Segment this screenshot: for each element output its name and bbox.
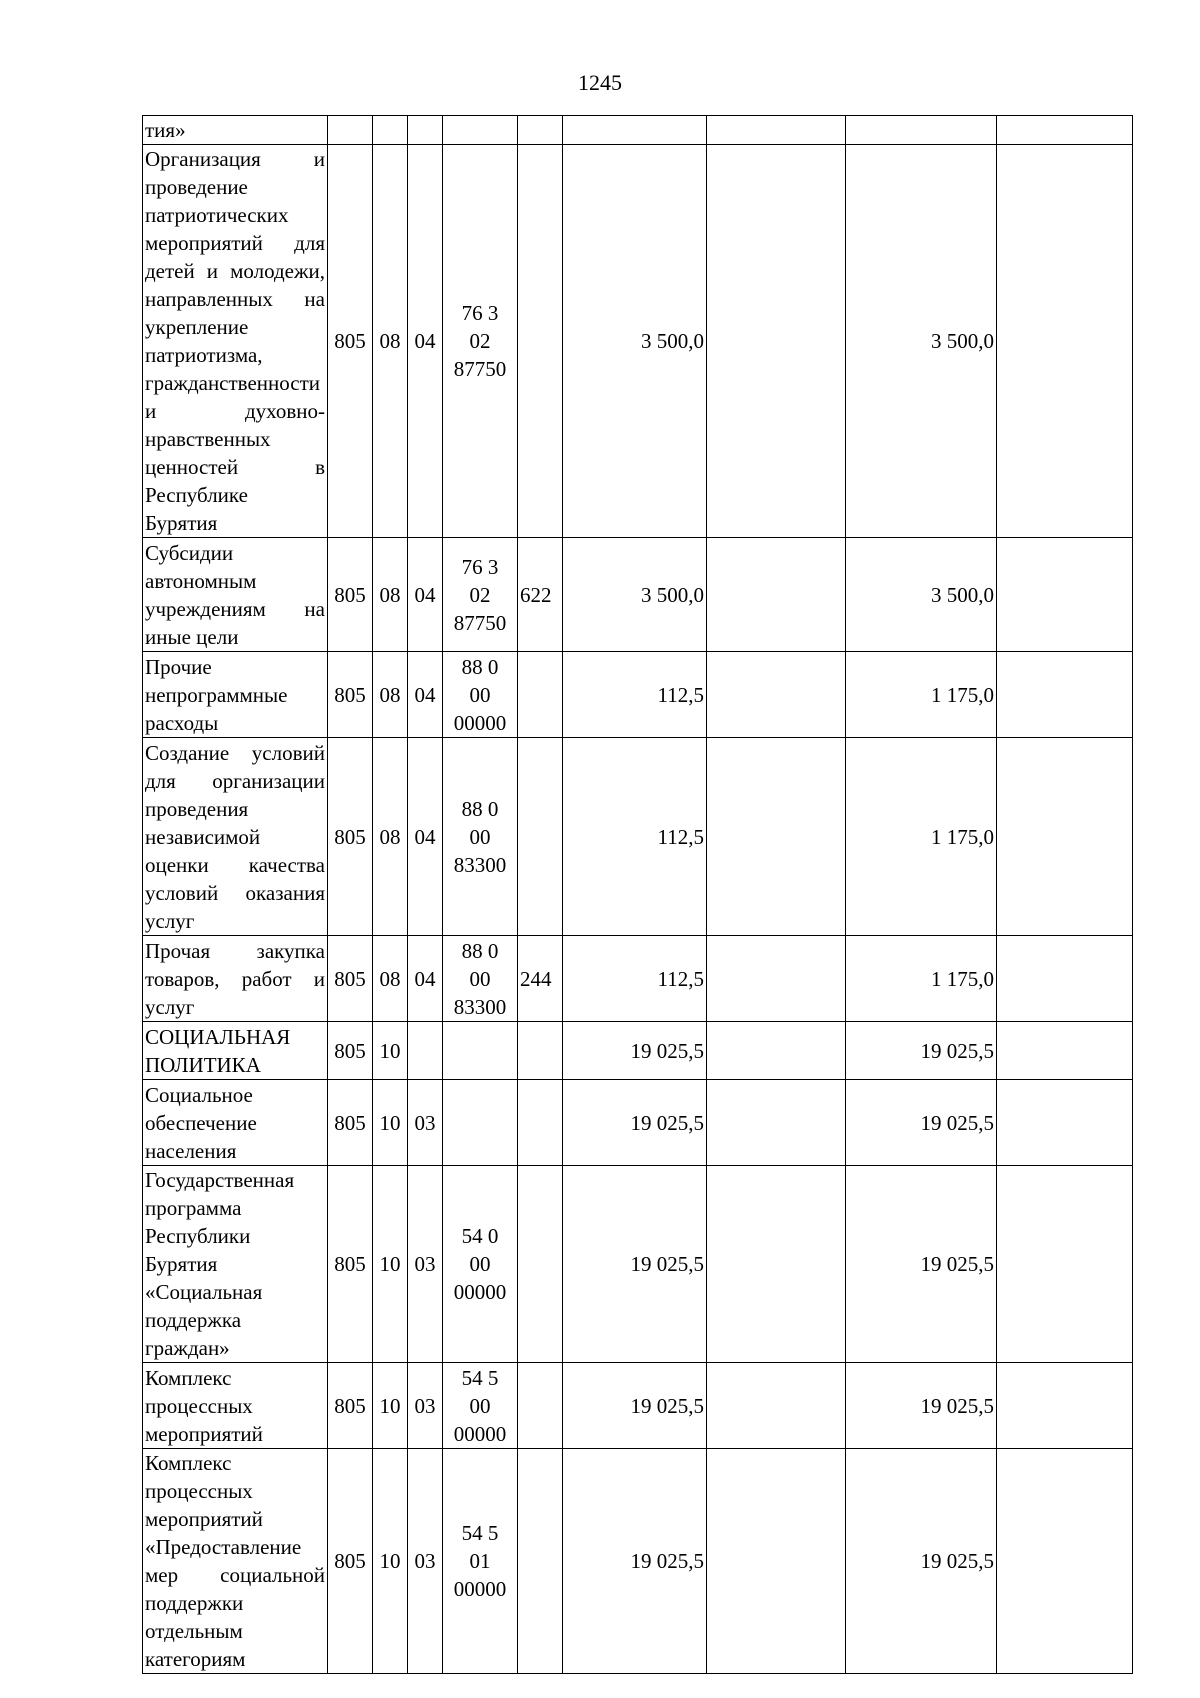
section-code-cell: 08 xyxy=(373,936,408,1022)
target-article-part: 54 5 xyxy=(461,1521,499,1545)
expense-type-cell: 244 xyxy=(518,936,563,1022)
row-name-cell: Создание условий для организации проведения независимой оценки качества условий оказания услуг xyxy=(143,738,328,936)
amount-change-cell xyxy=(707,1166,846,1363)
section-code-cell: 08 xyxy=(373,145,408,538)
table-row xyxy=(143,936,1133,1022)
subsection-code-cell: 03 xyxy=(408,1080,443,1166)
amount-change-cell xyxy=(997,1022,1133,1080)
row-name-cell: Прочие непрограммные расходы xyxy=(143,652,328,738)
target-article-cell xyxy=(443,1363,518,1449)
target-article-cell xyxy=(443,1166,518,1363)
target-article-cell xyxy=(443,1449,518,1674)
target-article-part: 54 0 xyxy=(461,1224,499,1248)
target-article-part: 83300 xyxy=(453,852,507,877)
target-article-part: 01 xyxy=(469,1549,491,1573)
amount-cell: 19 025,5 xyxy=(846,1166,997,1363)
amount-cell: 3 500,0 xyxy=(846,145,997,538)
amount-cell: 19 025,5 xyxy=(563,1080,707,1166)
table-row xyxy=(143,738,1133,936)
section-code-cell xyxy=(373,116,408,145)
amount-change-cell xyxy=(707,1022,846,1080)
amount-cell: 19 025,5 xyxy=(846,1363,997,1449)
row-name-cell: Комплекс процессных мероприятий «Предоставление мер социальной поддержки отдельным категориям xyxy=(143,1449,328,1674)
amount-cell: 112,5 xyxy=(563,652,707,738)
row-name-cell: СОЦИАЛЬНАЯ ПОЛИТИКА xyxy=(143,1022,328,1080)
subsection-code-cell: 04 xyxy=(408,145,443,538)
target-article-part: 88 0 xyxy=(461,938,499,963)
target-article-part: 00 xyxy=(469,682,491,707)
page-number: 1245 xyxy=(578,70,622,95)
target-article-part: 88 0 xyxy=(461,654,499,679)
row-name-cell: Организация и проведение патриотических мероприятий для детей и молодежи, направленных на укрепление патриотизма, гражданственности и духовно-нравственных ценностей в Республике Бурятия xyxy=(143,145,328,538)
target-article-cell xyxy=(443,652,518,738)
table-row xyxy=(143,1166,1133,1363)
section-code-cell: 10 xyxy=(373,1080,408,1166)
target-article-cell xyxy=(443,538,518,652)
table-row xyxy=(143,1449,1133,1674)
table-row xyxy=(143,1363,1133,1449)
target-article-part: 00000 xyxy=(453,710,507,735)
amount-cell: 112,5 xyxy=(563,738,707,936)
amount-change-cell xyxy=(707,538,846,652)
amount-cell: 19 025,5 xyxy=(846,1449,997,1674)
section-code-cell: 08 xyxy=(373,538,408,652)
expense-type-cell xyxy=(518,652,563,738)
target-article-cell xyxy=(443,1022,518,1080)
amount-cell: 112,5 xyxy=(563,936,707,1022)
target-article-part: 87750 xyxy=(453,357,507,381)
target-article-cell xyxy=(443,738,518,936)
target-article-part: 76 3 xyxy=(461,554,499,579)
target-article-cell xyxy=(443,145,518,538)
subsection-code-cell xyxy=(408,116,443,145)
amount-change-cell xyxy=(997,652,1133,738)
target-article-part: 00000 xyxy=(453,1421,507,1446)
target-article-cell xyxy=(443,1080,518,1166)
row-name-cell: Прочая закупка товаров, работ и услуг xyxy=(143,936,328,1022)
table-row xyxy=(143,1080,1133,1166)
target-article-part: 83300 xyxy=(453,994,507,1019)
ved-code-cell: 805 xyxy=(328,538,373,652)
target-article-part: 02 xyxy=(469,582,491,607)
target-article-part: 00 xyxy=(469,966,491,991)
section-code-cell: 08 xyxy=(373,738,408,936)
amount-cell: 19 025,5 xyxy=(846,1022,997,1080)
amount-cell: 1 175,0 xyxy=(846,652,997,738)
target-article-part: 54 5 xyxy=(461,1365,499,1390)
amount-cell: 1 175,0 xyxy=(846,936,997,1022)
row-name-cell: тия» xyxy=(143,116,328,145)
amount-cell: 3 500,0 xyxy=(563,145,707,538)
section-code-cell: 10 xyxy=(373,1449,408,1674)
target-article-cell xyxy=(443,116,518,145)
ved-code-cell: 805 xyxy=(328,738,373,936)
amount-change-cell xyxy=(997,1449,1133,1674)
target-article-part: 00 xyxy=(469,824,491,849)
amount-cell: 3 500,0 xyxy=(846,538,997,652)
amount-change-cell xyxy=(997,738,1133,936)
subsection-code-cell xyxy=(408,1022,443,1080)
target-article-part: 00 xyxy=(469,1252,491,1276)
amount-change-cell xyxy=(997,1166,1133,1363)
subsection-code-cell: 03 xyxy=(408,1363,443,1449)
subsection-code-cell: 04 xyxy=(408,652,443,738)
amount-cell: 1 175,0 xyxy=(846,738,997,936)
ved-code-cell xyxy=(328,116,373,145)
budget-table xyxy=(142,115,1133,1674)
expense-type-cell: 622 xyxy=(518,538,563,652)
amount-change-cell xyxy=(997,538,1133,652)
section-code-cell: 10 xyxy=(373,1022,408,1080)
amount-change-cell xyxy=(997,116,1133,145)
ved-code-cell: 805 xyxy=(328,1449,373,1674)
row-name-cell: Государственная программа Республики Бурятия «Социальная поддержка граждан» xyxy=(143,1166,328,1363)
row-name-cell: Субсидии автономным учреждениям на иные цели xyxy=(143,538,328,652)
target-article-part: 87750 xyxy=(453,610,507,635)
subsection-code-cell: 04 xyxy=(408,538,443,652)
ved-code-cell: 805 xyxy=(328,1363,373,1449)
table-row xyxy=(143,652,1133,738)
amount-change-cell xyxy=(997,1080,1133,1166)
target-article-part: 02 xyxy=(469,329,491,353)
amount-change-cell xyxy=(707,145,846,538)
amount-change-cell xyxy=(707,1080,846,1166)
section-code-cell: 10 xyxy=(373,1166,408,1363)
amount-change-cell xyxy=(707,1363,846,1449)
subsection-code-cell: 03 xyxy=(408,1449,443,1674)
expense-type-cell xyxy=(518,1363,563,1449)
ved-code-cell: 805 xyxy=(328,1080,373,1166)
amount-cell: 19 025,5 xyxy=(563,1166,707,1363)
row-name-cell: Комплекс процессных мероприятий xyxy=(143,1363,328,1449)
amount-change-cell xyxy=(997,1363,1133,1449)
ved-code-cell: 805 xyxy=(328,652,373,738)
subsection-code-cell: 04 xyxy=(408,738,443,936)
amount-cell xyxy=(563,116,707,145)
table-row xyxy=(143,1022,1133,1080)
amount-cell: 19 025,5 xyxy=(563,1363,707,1449)
row-name-cell: Социальное обеспечение населения xyxy=(143,1080,328,1166)
expense-type-cell xyxy=(518,738,563,936)
target-article-part: 88 0 xyxy=(461,796,499,821)
expense-type-cell xyxy=(518,1022,563,1080)
target-article-part: 00 xyxy=(469,1393,491,1418)
amount-change-cell xyxy=(997,936,1133,1022)
expense-type-cell xyxy=(518,145,563,538)
target-article-part: 00000 xyxy=(453,1280,507,1304)
ved-code-cell: 805 xyxy=(328,936,373,1022)
amount-change-cell xyxy=(707,652,846,738)
table-row xyxy=(143,116,1133,145)
target-article-cell xyxy=(443,936,518,1022)
ved-code-cell: 805 xyxy=(328,145,373,538)
expense-type-cell xyxy=(518,1080,563,1166)
budget-table-body xyxy=(143,116,1133,1674)
table-row xyxy=(143,145,1133,538)
subsection-code-cell: 03 xyxy=(408,1166,443,1363)
amount-cell: 19 025,5 xyxy=(563,1022,707,1080)
amount-cell: 19 025,5 xyxy=(846,1080,997,1166)
target-article-part: 00000 xyxy=(453,1577,507,1601)
amount-cell: 19 025,5 xyxy=(563,1449,707,1674)
amount-change-cell xyxy=(707,738,846,936)
table-row xyxy=(143,538,1133,652)
amount-cell: 3 500,0 xyxy=(563,538,707,652)
ved-code-cell: 805 xyxy=(328,1022,373,1080)
subsection-code-cell: 04 xyxy=(408,936,443,1022)
expense-type-cell xyxy=(518,1166,563,1363)
amount-change-cell xyxy=(707,936,846,1022)
amount-change-cell xyxy=(707,116,846,145)
ved-code-cell: 805 xyxy=(328,1166,373,1363)
expense-type-cell xyxy=(518,116,563,145)
amount-cell xyxy=(846,116,997,145)
target-article-part: 76 3 xyxy=(461,301,499,325)
section-code-cell: 10 xyxy=(373,1363,408,1449)
amount-change-cell xyxy=(997,145,1133,538)
amount-change-cell xyxy=(707,1449,846,1674)
expense-type-cell xyxy=(518,1449,563,1674)
section-code-cell: 08 xyxy=(373,652,408,738)
